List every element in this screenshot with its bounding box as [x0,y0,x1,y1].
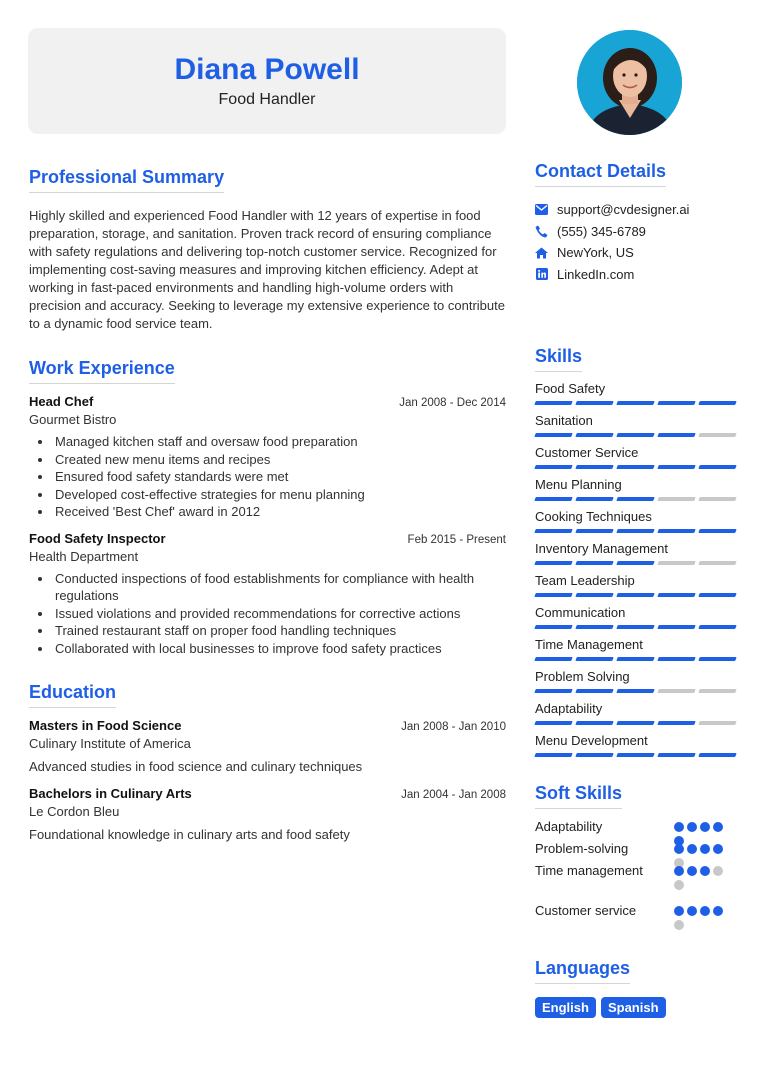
skill-level-segment [575,721,613,725]
job-title: Head Chef [29,394,94,409]
rating-dot [674,822,684,832]
soft-skill-name: Customer service [535,903,637,918]
contact-list [535,199,740,285]
skill-level-segment [534,561,572,565]
skill-level-segment [534,721,572,725]
job-bullet: • Received 'Best Chef' award in 2012 [53,503,506,521]
skill-level-segment [575,561,613,565]
skill-level-segment [616,657,654,661]
skill-level-segment [657,657,695,661]
skill-name: Food Safety [535,381,606,396]
summary-heading: Professional Summary [29,166,224,193]
skill-level-bar [535,401,740,405]
summary-text: Highly skilled and experienced Food Handler with 12 years of expertise in food preparation, storage, and sanitation. Proven track record of ensuring compliance with safety regulations and delivering top-notch customer service. Recognized for implementing cost-saving measures and improving kitchen efficiency. Adept at working in fast-paced environments and handling high-volume orders with precision and accuracy. Seeking to leverage my extensive experience to contribute to a dynamic food service team. [29,208,505,331]
skill-item [535,668,740,700]
job-bullet: • Issued violations and provided recommendations for corrective actions [53,605,506,623]
skill-item [535,380,740,412]
education-entry [29,718,506,774]
soft-skill-item [535,863,740,903]
contact-linkedin-text: LinkedIn.com [557,266,635,282]
profile-photo-image [577,30,682,135]
skill-level-segment [657,753,695,757]
soft-skill-name: Adaptability [535,819,603,834]
education-description: Foundational knowledge in culinary arts and food safety [29,827,350,842]
skill-item [535,572,740,604]
skill-level-segment [657,529,695,533]
skill-level-segment [616,593,654,597]
job-entry [29,394,506,521]
skill-level-bar [535,465,740,469]
skill-level-segment [575,497,613,501]
contact-heading: Contact Details [535,160,666,187]
skill-level-segment [616,753,654,757]
education-date: Jan 2008 - Jan 2010 [401,721,506,733]
rating-dot [674,866,684,876]
rating-dot [674,906,684,916]
skill-name: Sanitation [535,413,593,428]
experience-heading: Work Experience [29,357,175,384]
skill-level-segment [698,433,736,437]
job-entry [29,531,506,658]
language-badge: English [535,997,596,1018]
skill-level-segment [657,433,695,437]
skill-name: Team Leadership [535,573,635,588]
skill-level-segment [616,561,654,565]
skill-level-bar [535,433,740,437]
linkedin-icon [535,268,548,281]
soft-skill-rating [674,866,724,890]
skill-name: Cooking Techniques [535,509,652,524]
skill-level-bar [535,497,740,501]
skill-level-segment [657,497,695,501]
job-bullets [53,570,506,658]
skill-level-segment [575,529,613,533]
skill-level-bar [535,593,740,597]
skill-level-bar [535,529,740,533]
skill-level-segment [616,401,654,405]
skill-level-segment [698,465,736,469]
skill-item [535,476,740,508]
job-bullet: • Developed cost-effective strategies for menu planning [53,486,506,504]
skill-level-segment [616,433,654,437]
soft-skill-name: Problem-solving [535,841,629,856]
skill-item [535,604,740,636]
rating-dot [674,880,684,890]
skill-level-segment [575,625,613,629]
skill-name: Adaptability [535,701,603,716]
rating-dot [713,844,723,854]
skill-level-segment [575,433,613,437]
skill-level-segment [698,497,736,501]
skill-name: Menu Planning [535,477,622,492]
skills-heading: Skills [535,345,582,372]
right-column [535,160,740,1018]
rating-dot [700,822,710,832]
skill-name: Menu Development [535,733,648,748]
phone-icon [535,225,548,238]
job-date: Feb 2015 - Present [407,533,506,546]
skill-level-segment [698,529,736,533]
skill-name: Customer Service [535,445,639,460]
skills-list [535,380,740,764]
skill-level-segment [534,625,572,629]
skill-level-segment [616,625,654,629]
skill-level-segment [657,689,695,693]
skill-level-bar [535,753,740,757]
skill-level-segment [657,593,695,597]
skill-level-segment [534,433,572,437]
rating-dot [700,844,710,854]
left-column [29,166,506,842]
skill-level-bar [535,657,740,661]
skill-level-segment [698,625,736,629]
skill-level-bar [535,721,740,725]
skill-level-segment [575,753,613,757]
skill-level-segment [616,465,654,469]
job-title: Food Safety Inspector [29,530,166,546]
job-employer: Gourmet Bistro [29,412,117,427]
school-name: Le Cordon Bleu [29,804,120,819]
contact-email-text: support@cvdesigner.ai [557,202,690,218]
rating-dot [713,866,723,876]
skill-level-segment [616,689,654,693]
skill-level-segment [534,465,572,469]
skill-level-segment [534,689,572,693]
contact-phone-text: (555) 345-6789 [557,223,646,239]
skill-level-bar [535,625,740,629]
job-bullet: • Trained restaurant staff on proper food handling techniques [53,622,506,640]
skill-level-segment [575,401,613,405]
candidate-title: Food Handler [218,91,316,108]
soft-skill-name: Time management [535,863,643,878]
education-heading: Education [29,681,116,708]
home-icon [535,246,548,259]
rating-dot [687,844,697,854]
skill-level-segment [575,593,613,597]
skill-level-segment [657,561,695,565]
candidate-name: Diana Powell [174,53,360,86]
soft-skills-heading: Soft Skills [535,782,622,809]
skill-level-segment [657,625,695,629]
skill-level-segment [657,721,695,725]
skill-item [535,732,740,764]
skill-level-segment [534,401,572,405]
soft-skill-item [535,841,740,863]
skill-level-segment [534,593,572,597]
job-bullet: • Conducted inspections of food establishments for compliance with health regulations [53,570,506,605]
rating-dot [687,866,697,876]
rating-dot [687,906,697,916]
job-bullet: • Managed kitchen staff and oversaw food preparation [53,433,506,451]
skill-level-segment [698,593,736,597]
skill-level-segment [657,401,695,405]
soft-skill-item [535,903,740,943]
soft-skill-rating [674,906,724,930]
languages-list [535,997,740,1018]
skill-level-segment [616,721,654,725]
rating-dot [674,920,684,930]
skill-item [535,444,740,476]
rating-dot [700,866,710,876]
skill-item [535,508,740,540]
skill-level-segment [534,753,572,757]
job-employer: Health Department [29,548,139,564]
skill-level-segment [575,689,613,693]
skill-item [535,412,740,444]
skill-name: Inventory Management [535,541,668,556]
skill-level-segment [534,529,572,533]
contact-phone[interactable] [535,221,740,243]
skill-level-segment [534,497,572,501]
education-date: Jan 2004 - Jan 2008 [401,789,506,801]
skill-level-segment [575,657,613,661]
skill-level-segment [616,497,654,501]
skill-level-segment [575,465,613,469]
job-bullet: • Collaborated with local businesses to improve food safety practices [53,640,506,658]
education-description: Advanced studies in food science and culinary techniques [29,759,363,774]
skill-level-segment [698,657,736,661]
job-bullets [53,433,506,521]
languages-heading: Languages [535,957,630,984]
skill-item [535,700,740,732]
contact-email[interactable] [535,199,740,221]
skill-level-segment [534,657,572,661]
skill-level-bar [535,561,740,565]
rating-dot [713,906,723,916]
profile-photo [577,30,682,135]
degree-title: Masters in Food Science [29,718,182,733]
job-date: Jan 2008 - Dec 2014 [399,397,506,409]
rating-dot [700,906,710,916]
skill-item [535,540,740,572]
skill-name: Time Management [535,637,643,652]
education-entry [29,786,506,842]
skill-level-bar [535,689,740,693]
contact-linkedin[interactable] [535,264,740,286]
skill-level-segment [698,401,736,405]
skill-item [535,636,740,668]
skill-level-segment [698,689,736,693]
school-name: Culinary Institute of America [29,736,191,751]
skill-level-segment [698,561,736,565]
skill-name: Problem Solving [535,669,630,684]
soft-skills-list [535,819,740,943]
rating-dot [713,822,723,832]
degree-title: Bachelors in Culinary Arts [29,786,192,801]
skill-level-segment [616,529,654,533]
job-bullet: • Created new menu items and recipes [53,451,506,469]
rating-dot [687,822,697,832]
rating-dot [674,844,684,854]
header-card [28,28,506,134]
language-badge: Spanish [601,997,666,1018]
skill-level-segment [698,721,736,725]
skill-level-segment [698,753,736,757]
contact-location-text: NewYork, US [557,245,634,261]
skill-level-segment [657,465,695,469]
envelope-icon [535,203,548,216]
skill-name: Communication [535,605,626,620]
job-bullet: • Ensured food safety standards were met [53,468,506,486]
soft-skill-item [535,819,740,841]
contact-location [535,242,740,264]
